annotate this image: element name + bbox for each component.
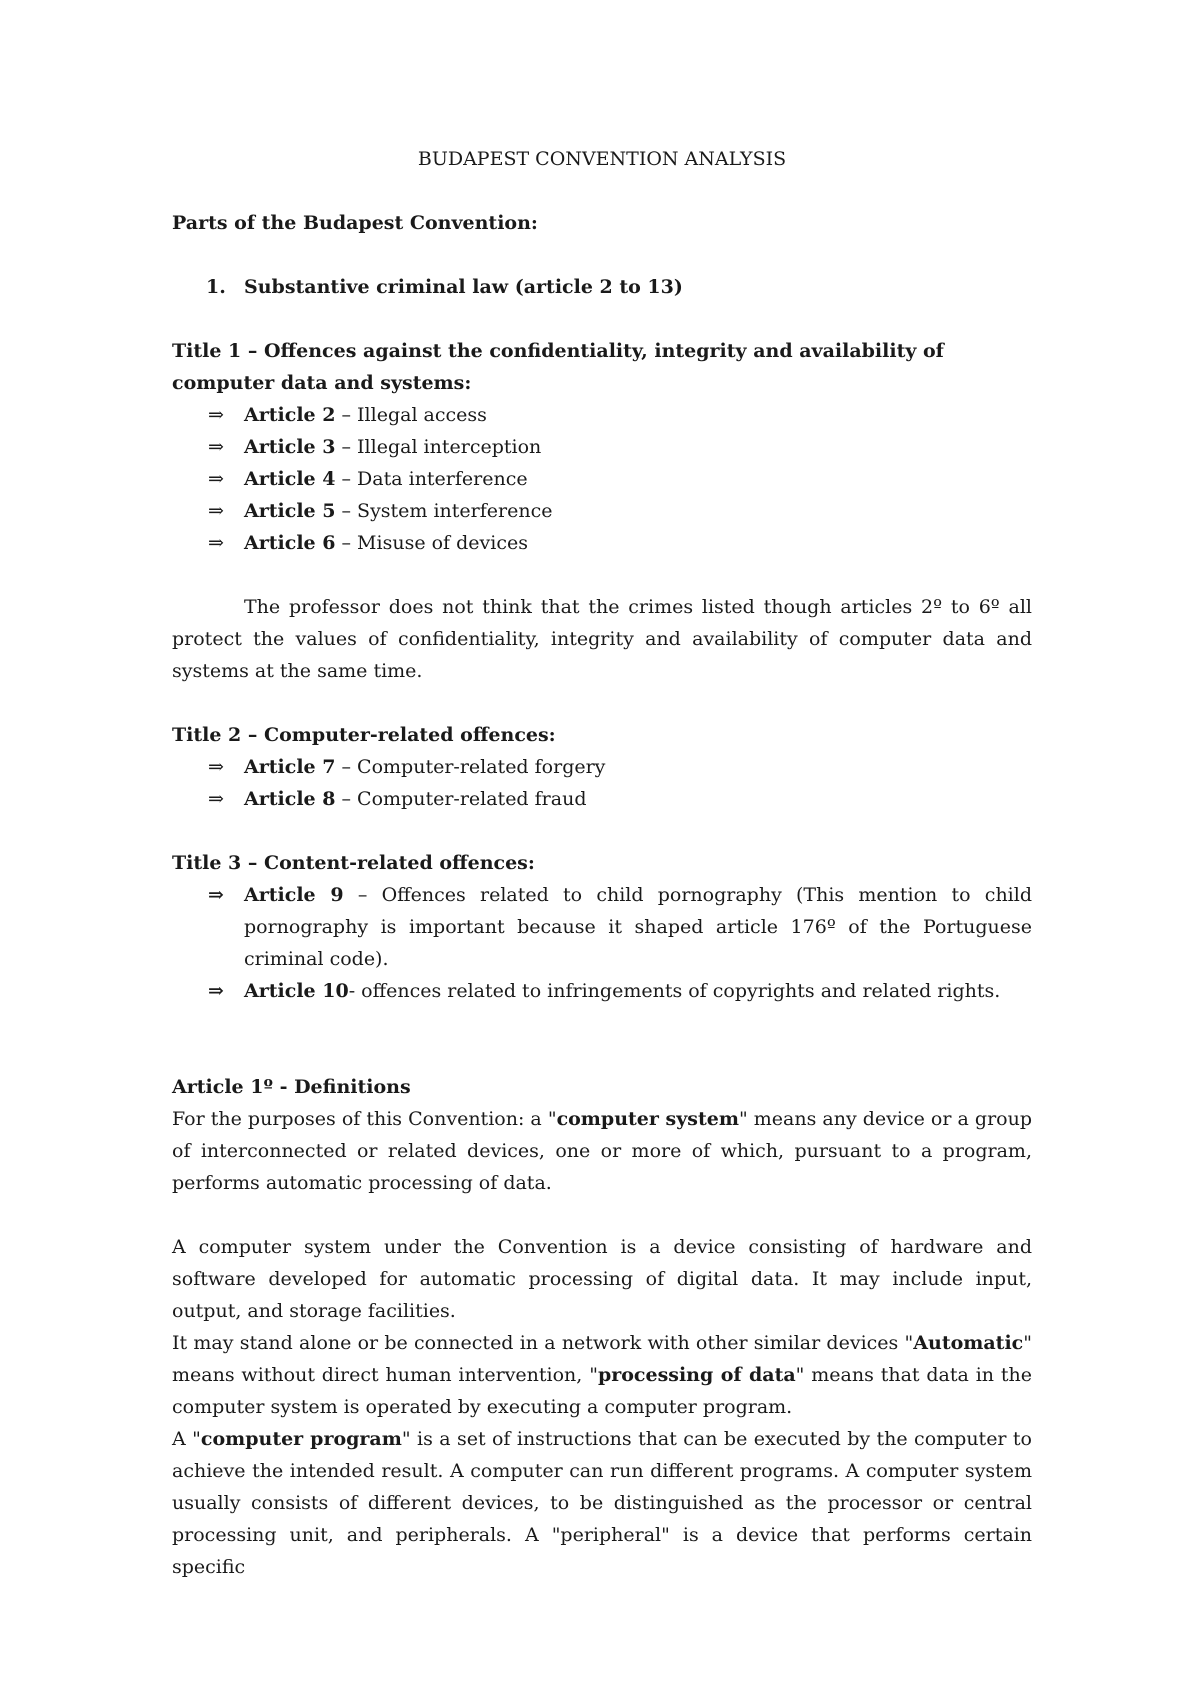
list-item: ⇒ Article 10- offences related to infringements of copyrights and related rights.	[172, 975, 1032, 1007]
numbered-item-1	[172, 271, 1032, 303]
list-item: ⇒ Article 4 – Data interference	[172, 463, 1032, 495]
arrow-icon: ⇒	[208, 500, 224, 522]
article1-paragraph-2: A computer system under the Convention is a device consisting of hardware and software developed for automatic processing of digital data. It may include input, output, and storage facilities.	[172, 1236, 1032, 1322]
item-number: 1.	[206, 276, 226, 298]
item-text: Substantive criminal law (article 2 to 13)	[244, 276, 683, 298]
arrow-icon: ⇒	[208, 532, 224, 554]
document-title: BUDAPEST CONVENTION ANALYSIS	[417, 148, 787, 170]
arrow-icon: ⇒	[208, 756, 224, 778]
document-body	[172, 143, 1032, 1583]
arrow-icon: ⇒	[208, 980, 224, 1002]
list-item: ⇒ Article 2 – Illegal access	[172, 399, 1032, 431]
title2-heading: Title 2 – Computer-related offences:	[172, 724, 556, 746]
parts-heading: Parts of the Budapest Convention:	[172, 212, 538, 234]
arrow-icon: ⇒	[208, 436, 224, 458]
title2-article-list	[172, 751, 1032, 815]
article1-paragraph-3: It may stand alone or be connected in a network with other similar devices "Automatic" means without direct human intervention, "processing of data" means that data in the computer system is operated by executing a computer program.	[172, 1332, 1032, 1418]
list-item: ⇒ Article 7 – Computer-related forgery	[172, 751, 1032, 783]
list-item: ⇒ Article 5 – System interference	[172, 495, 1032, 527]
article1-heading: Article 1º - Definitions	[172, 1076, 411, 1098]
title3-heading: Title 3 – Content-related offences:	[172, 852, 535, 874]
list-item: ⇒ Article 9 – Offences related to child pornography (This mention to child pornography is important because it shaped article 176º of the Portuguese criminal code).	[172, 879, 1032, 975]
arrow-icon: ⇒	[208, 404, 224, 426]
article1-paragraph-4: A "computer program" is a set of instructions that can be executed by the computer to achieve the intended result. A computer can run different programs. A computer system usually consists of different devices, to be distinguished as the processor or central processing unit, and peripherals. A "peripheral" is a device that performs certain specific	[172, 1428, 1032, 1578]
list-item: ⇒ Article 6 – Misuse of devices	[172, 527, 1032, 559]
arrow-icon: ⇒	[208, 884, 224, 906]
title1-article-list	[172, 399, 1032, 559]
article1-paragraph-1: For the purposes of this Convention: a "computer system" means any device or a group of interconnected or related devices, one or more of which, pursuant to a program, performs automatic processing of data.	[172, 1108, 1033, 1194]
arrow-icon: ⇒	[208, 788, 224, 810]
list-item: ⇒ Article 3 – Illegal interception	[172, 431, 1032, 463]
arrow-icon: ⇒	[208, 468, 224, 490]
list-item: ⇒ Article 8 – Computer-related fraud	[172, 783, 1032, 815]
title1-heading: Title 1 – Offences against the confidentiality, integrity and availability of computer data and systems:	[172, 340, 944, 394]
professor-note: The professor does not think that the crimes listed though articles 2º to 6º all protect the values of confidentiality, integrity and availability of computer data and systems at the same time.	[172, 596, 1032, 682]
title3-article-list	[172, 879, 1032, 1007]
